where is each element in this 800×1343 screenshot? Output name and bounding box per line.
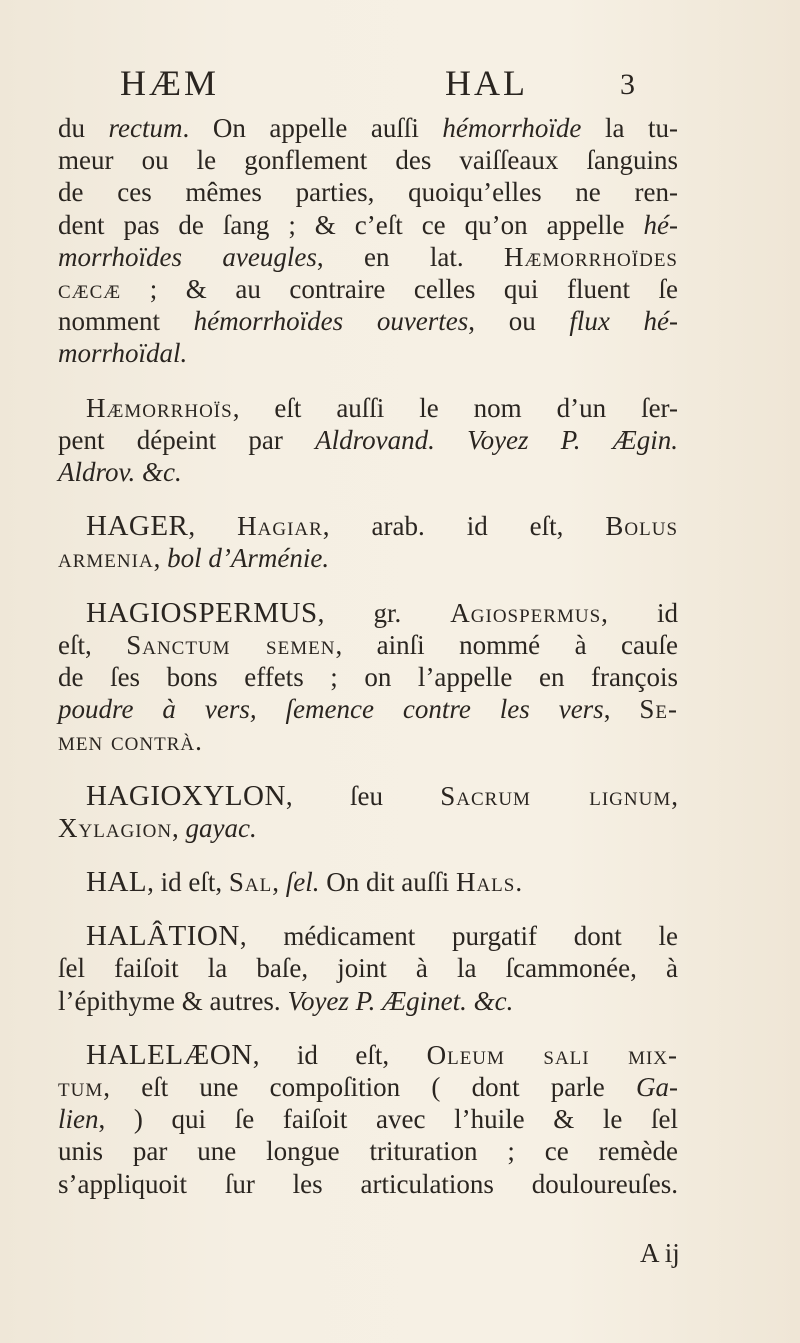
text-line: HAGIOXYLON, ſeu Sacrum lignum, [86, 779, 678, 812]
text-line: morrhoïdal. [58, 338, 188, 369]
header-center-word: HAL [445, 63, 528, 103]
text-line: ſel faiſoit la baſe, joint à la ſcammonée, à [58, 953, 678, 984]
text-line: men contrà. [58, 726, 203, 757]
text-line: HALELÆON, id eſt, Oleum sali mix- [86, 1038, 678, 1071]
text-line: lien, ) qui ſe faiſoit avec l’huile & le ſel [58, 1104, 678, 1135]
text-line: HAGIOSPERMUS, gr. Agiospermus, id [86, 596, 678, 629]
text-line: du rectum. On appelle auſſi hémorrhoïde la tu- [58, 113, 678, 143]
text-line: Aldrov. &c. [58, 457, 182, 488]
text-line: de ſes bons effets ; on l’appelle en françois [58, 662, 678, 693]
header-left-word: HÆM [120, 63, 220, 103]
text-line: de ces mêmes parties, quoiqu’elles ne ren- [58, 177, 678, 208]
text-line: HAGER, Hagiar, arab. id eſt, Bolus [86, 510, 679, 543]
text-line: nomment hémorrhoïdes ouvertes, ou flux hé- [58, 306, 678, 337]
text-line: meur ou le gonflement des vaiſſeaux ſanguins [58, 145, 678, 176]
text-line: Hæmorrhoïs, eſt auſſi le nom d’un ſer- [86, 392, 678, 423]
text-line: l’épithyme & autres. Voyez P. Æginet. &c. [58, 985, 514, 1016]
text-line: Xylagion, gayac. [58, 812, 257, 843]
text-line: unis par une longue trituration ; ce remède [58, 1136, 678, 1167]
text-line: dent pas de ſang ; & c’eſt ce qu’on appelle hé- [58, 209, 678, 240]
text-line: morrhoïdes aveugles, en lat. Hæmorrhoïdes [58, 241, 678, 272]
running-header [0, 62, 800, 112]
text-line: tum, eſt une compoſition ( dont parle Ga- [58, 1072, 678, 1103]
text-line: poudre à vers, ſemence contre les vers, Se- [58, 694, 679, 725]
signature-mark: A ij [640, 1238, 680, 1268]
page-body-text [58, 112, 678, 1200]
text-line: eſt, Sanctum semen, ainſi nommé à cauſe [58, 629, 678, 660]
text-line: armenia, bol d’Arménie. [58, 543, 330, 574]
text-line: s’appliquoit ſur les articulations douloureuſes. [58, 1168, 678, 1199]
text-line: pent dépeint par Aldrovand. Voyez P. Ægin. [58, 424, 679, 455]
text-line: HAL, id eſt, Sal, ſel. On dit auſſi Hals. [86, 866, 524, 899]
text-line: HALÂTION, médicament purgatif dont le [86, 920, 678, 953]
page-number: 3 [620, 68, 638, 101]
text-line: cæcæ ; & au contraire celles qui fluent ſe [58, 274, 678, 305]
